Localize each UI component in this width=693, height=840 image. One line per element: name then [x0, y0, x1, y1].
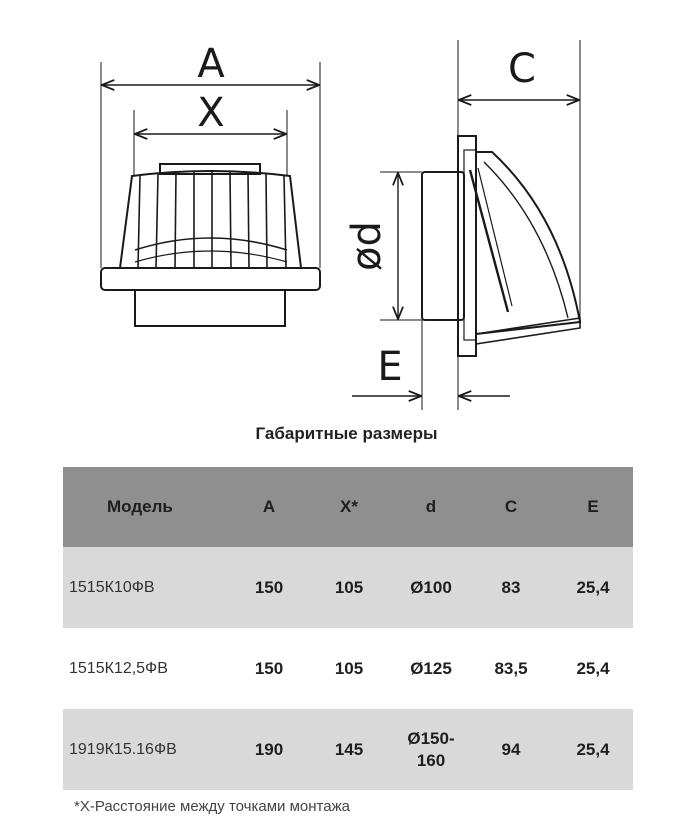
header-c: C [469, 467, 553, 547]
dim-x-label: X [197, 90, 225, 136]
footnote: *X-Расстояние между точками монтажа [74, 798, 350, 815]
cell-x: 105 [334, 658, 364, 678]
dim-d-label: ød [344, 221, 390, 271]
cell-a: 150 [254, 658, 284, 678]
header-a: A [233, 467, 305, 547]
cell-x: 105 [305, 547, 393, 628]
cell-model: 1515К10ФВ [63, 547, 233, 628]
front-view [101, 164, 320, 326]
cell-model: 1515К12,5ФВ [69, 659, 168, 677]
cell-c: 83,5 [494, 658, 528, 678]
dimensions-table [63, 467, 633, 790]
header-e: E [553, 467, 633, 547]
cell-d: Ø125 [410, 658, 452, 678]
header-x: X* [305, 467, 393, 547]
table-row [63, 628, 633, 709]
cell-e: 25,4 [576, 658, 610, 678]
dim-a-label: A [197, 41, 225, 87]
table-header-row [63, 467, 633, 547]
cell-model: 1919К15.16ФВ [63, 709, 233, 790]
cell-e: 25,4 [553, 709, 633, 790]
cell-a: 190 [233, 709, 305, 790]
cell-c: 83 [469, 547, 553, 628]
side-view [422, 136, 580, 356]
dim-e-label: E [377, 344, 403, 390]
cell-a: 150 [233, 547, 305, 628]
cell-d: Ø150-160 [393, 709, 469, 790]
cell-c: 94 [469, 709, 553, 790]
table-row [63, 709, 633, 790]
cell-d: Ø100 [393, 547, 469, 628]
header-model: Модель [63, 467, 233, 547]
dim-c-label: C [508, 46, 536, 92]
table-row [63, 547, 633, 628]
section-title: Габаритные размеры [255, 424, 438, 443]
cell-e: 25,4 [553, 547, 633, 628]
cell-x: 145 [305, 709, 393, 790]
header-d: d [393, 467, 469, 547]
